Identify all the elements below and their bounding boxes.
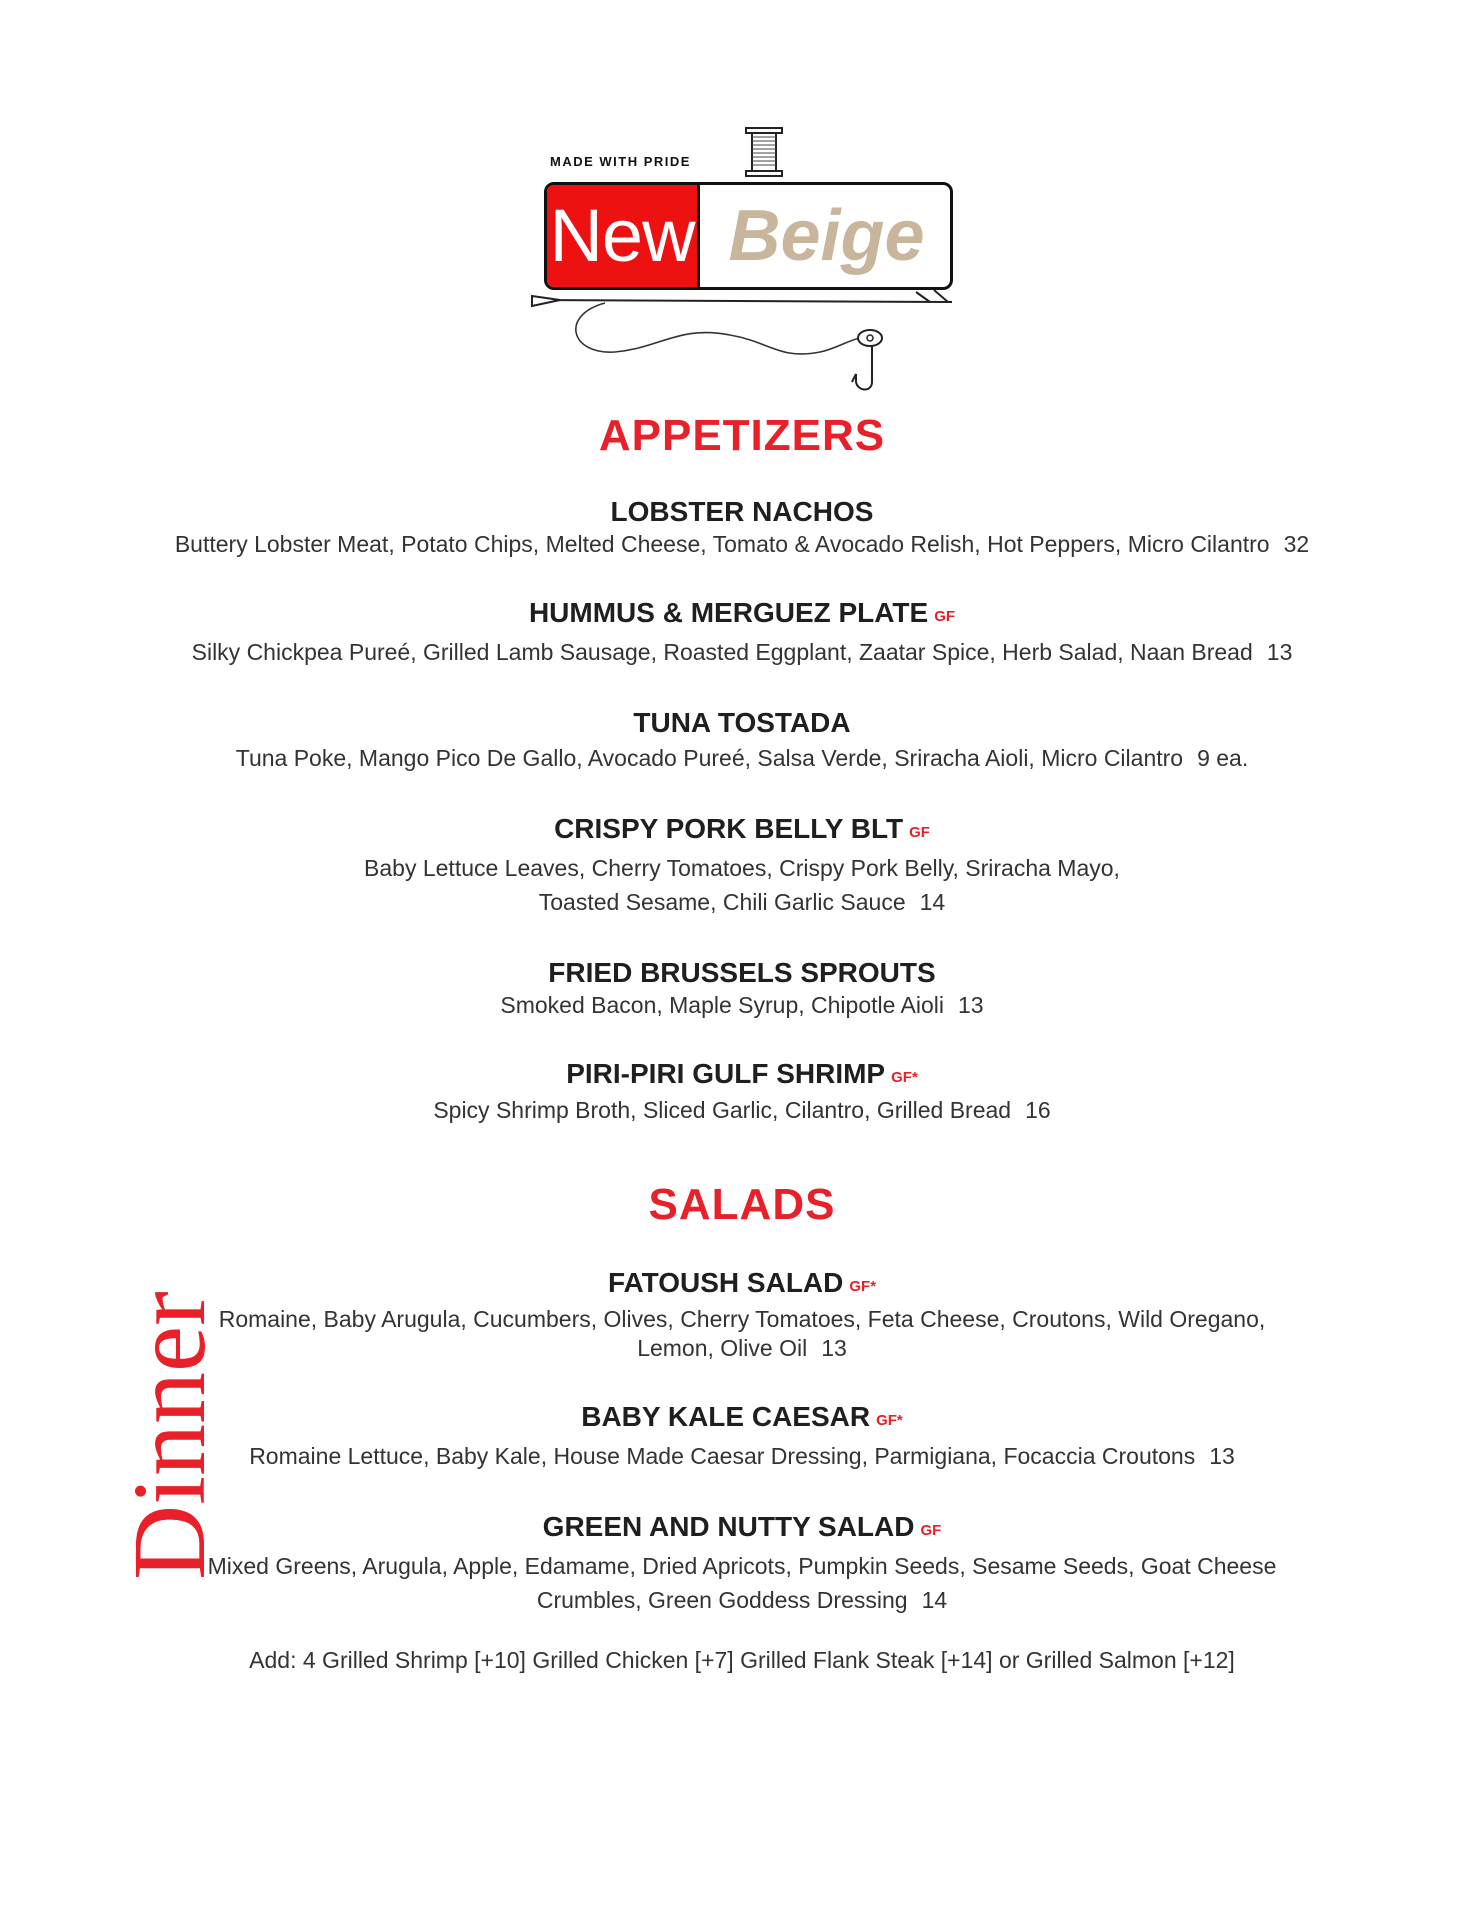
menu-item-name: GREEN AND NUTTY SALAD: [542, 1511, 915, 1542]
menu-item-description: Romaine, Baby Arugula, Cucumbers, Olives, Cherry Tomatoes, Feta Cheese, Croutons, Wild Oregano,: [218, 1306, 1266, 1332]
menu-item-description: Smoked Bacon, Maple Syrup, Chipotle Aioli: [500, 992, 945, 1018]
menu-item-name: HUMMUS & MERGUEZ PLATE: [528, 597, 929, 628]
section-title-appetizers: APPETIZERS: [598, 411, 886, 460]
menu-item-name: PIRI-PIRI GULF SHRIMP: [566, 1058, 886, 1089]
gluten-free-badge: GF: [909, 824, 930, 841]
menu-item-description: Tuna Poke, Mango Pico De Gallo, Avocado Pureé, Salsa Verde, Sriracha Aioli, Micro Cilantro: [235, 745, 1184, 771]
salad-addons: Add: 4 Grilled Shrimp [+10] Grilled Chicken [+7] Grilled Flank Steak [+14] or Grilled Salmon [+12]: [249, 1647, 1235, 1673]
menu-item-price: 32: [1283, 531, 1310, 557]
menu-item-name: LOBSTER NACHOS: [610, 496, 874, 527]
gluten-free-badge: GF*: [876, 1412, 903, 1429]
menu-item-name: TUNA TOSTADA: [633, 707, 851, 738]
menu-item: [110, 1401, 1374, 1473]
logo-word-beige: Beige: [728, 196, 925, 276]
logo-tagline: MADE WITH PRIDE: [550, 154, 691, 169]
restaurant-logo: [520, 120, 960, 400]
menu-item-description-line2: Crumbles, Green Goddess Dressing: [536, 1587, 908, 1613]
menu-item-description: Buttery Lobster Meat, Potato Chips, Melted Cheese, Tomato & Avocado Relish, Hot Peppers, Micro Cilantro: [174, 531, 1270, 557]
menu-item-price: 16: [1025, 1097, 1051, 1123]
menu-item: [110, 1511, 1374, 1617]
menu-item: [110, 957, 1374, 1020]
menu-item-price: 14: [921, 1587, 948, 1613]
gluten-free-badge: GF: [920, 1522, 942, 1539]
logo-divider: [697, 185, 700, 287]
logo-wordmark: [544, 182, 953, 290]
menu-item-name: CRISPY PORK BELLY BLT: [554, 813, 904, 844]
menu-item-description-line2: Toasted Sesame, Chili Garlic Sauce: [538, 889, 906, 915]
menu-item: [110, 707, 1374, 775]
gluten-free-badge: GF*: [891, 1069, 918, 1086]
menu-item-description: Silky Chickpea Pureé, Grilled Lamb Sausage, Roasted Eggplant, Zaatar Spice, Herb Salad, Naan Bread: [191, 639, 1253, 665]
menu-item-price: 13: [1266, 639, 1293, 665]
menu-item-name: BABY KALE CAESAR: [581, 1401, 871, 1432]
menu-item-price: 13: [821, 1335, 847, 1361]
menu-item-description: Spicy Shrimp Broth, Sliced Garlic, Cilantro, Grilled Bread: [433, 1097, 1012, 1123]
menu-item-description: Romaine Lettuce, Baby Kale, House Made Caesar Dressing, Parmigiana, Focaccia Croutons: [249, 1443, 1196, 1469]
menu-item-name: FATOUSH SALAD: [607, 1267, 844, 1298]
menu-item: [110, 813, 1374, 919]
menu-item: [110, 1058, 1374, 1125]
menu-item-price: 13: [1209, 1443, 1235, 1469]
menu-item-price: 13: [958, 992, 984, 1018]
menu-type-label: Dinner: [112, 1291, 227, 1580]
menu-item-description: Mixed Greens, Arugula, Apple, Edamame, Dried Apricots, Pumpkin Seeds, Sesame Seeds, Goat Cheese: [207, 1553, 1277, 1579]
menu-item: [110, 597, 1374, 669]
menu-item: [110, 1267, 1374, 1363]
menu-item-name: FRIED BRUSSELS SPROUTS: [548, 957, 936, 988]
menu-item-price: 9 ea.: [1197, 745, 1249, 771]
menu-item-description: Baby Lettuce Leaves, Cherry Tomatoes, Crispy Pork Belly, Sriracha Mayo,: [364, 855, 1120, 881]
gluten-free-badge: GF*: [849, 1278, 877, 1295]
menu-item-description-line2: Lemon, Olive Oil: [637, 1335, 808, 1361]
menu-item-price: 14: [919, 889, 946, 915]
menu-item: [110, 496, 1374, 559]
logo-word-new: New: [547, 185, 697, 287]
gluten-free-badge: GF: [934, 608, 956, 625]
section-title-salads: SALADS: [648, 1180, 836, 1229]
menu-content: [110, 412, 1374, 1675]
